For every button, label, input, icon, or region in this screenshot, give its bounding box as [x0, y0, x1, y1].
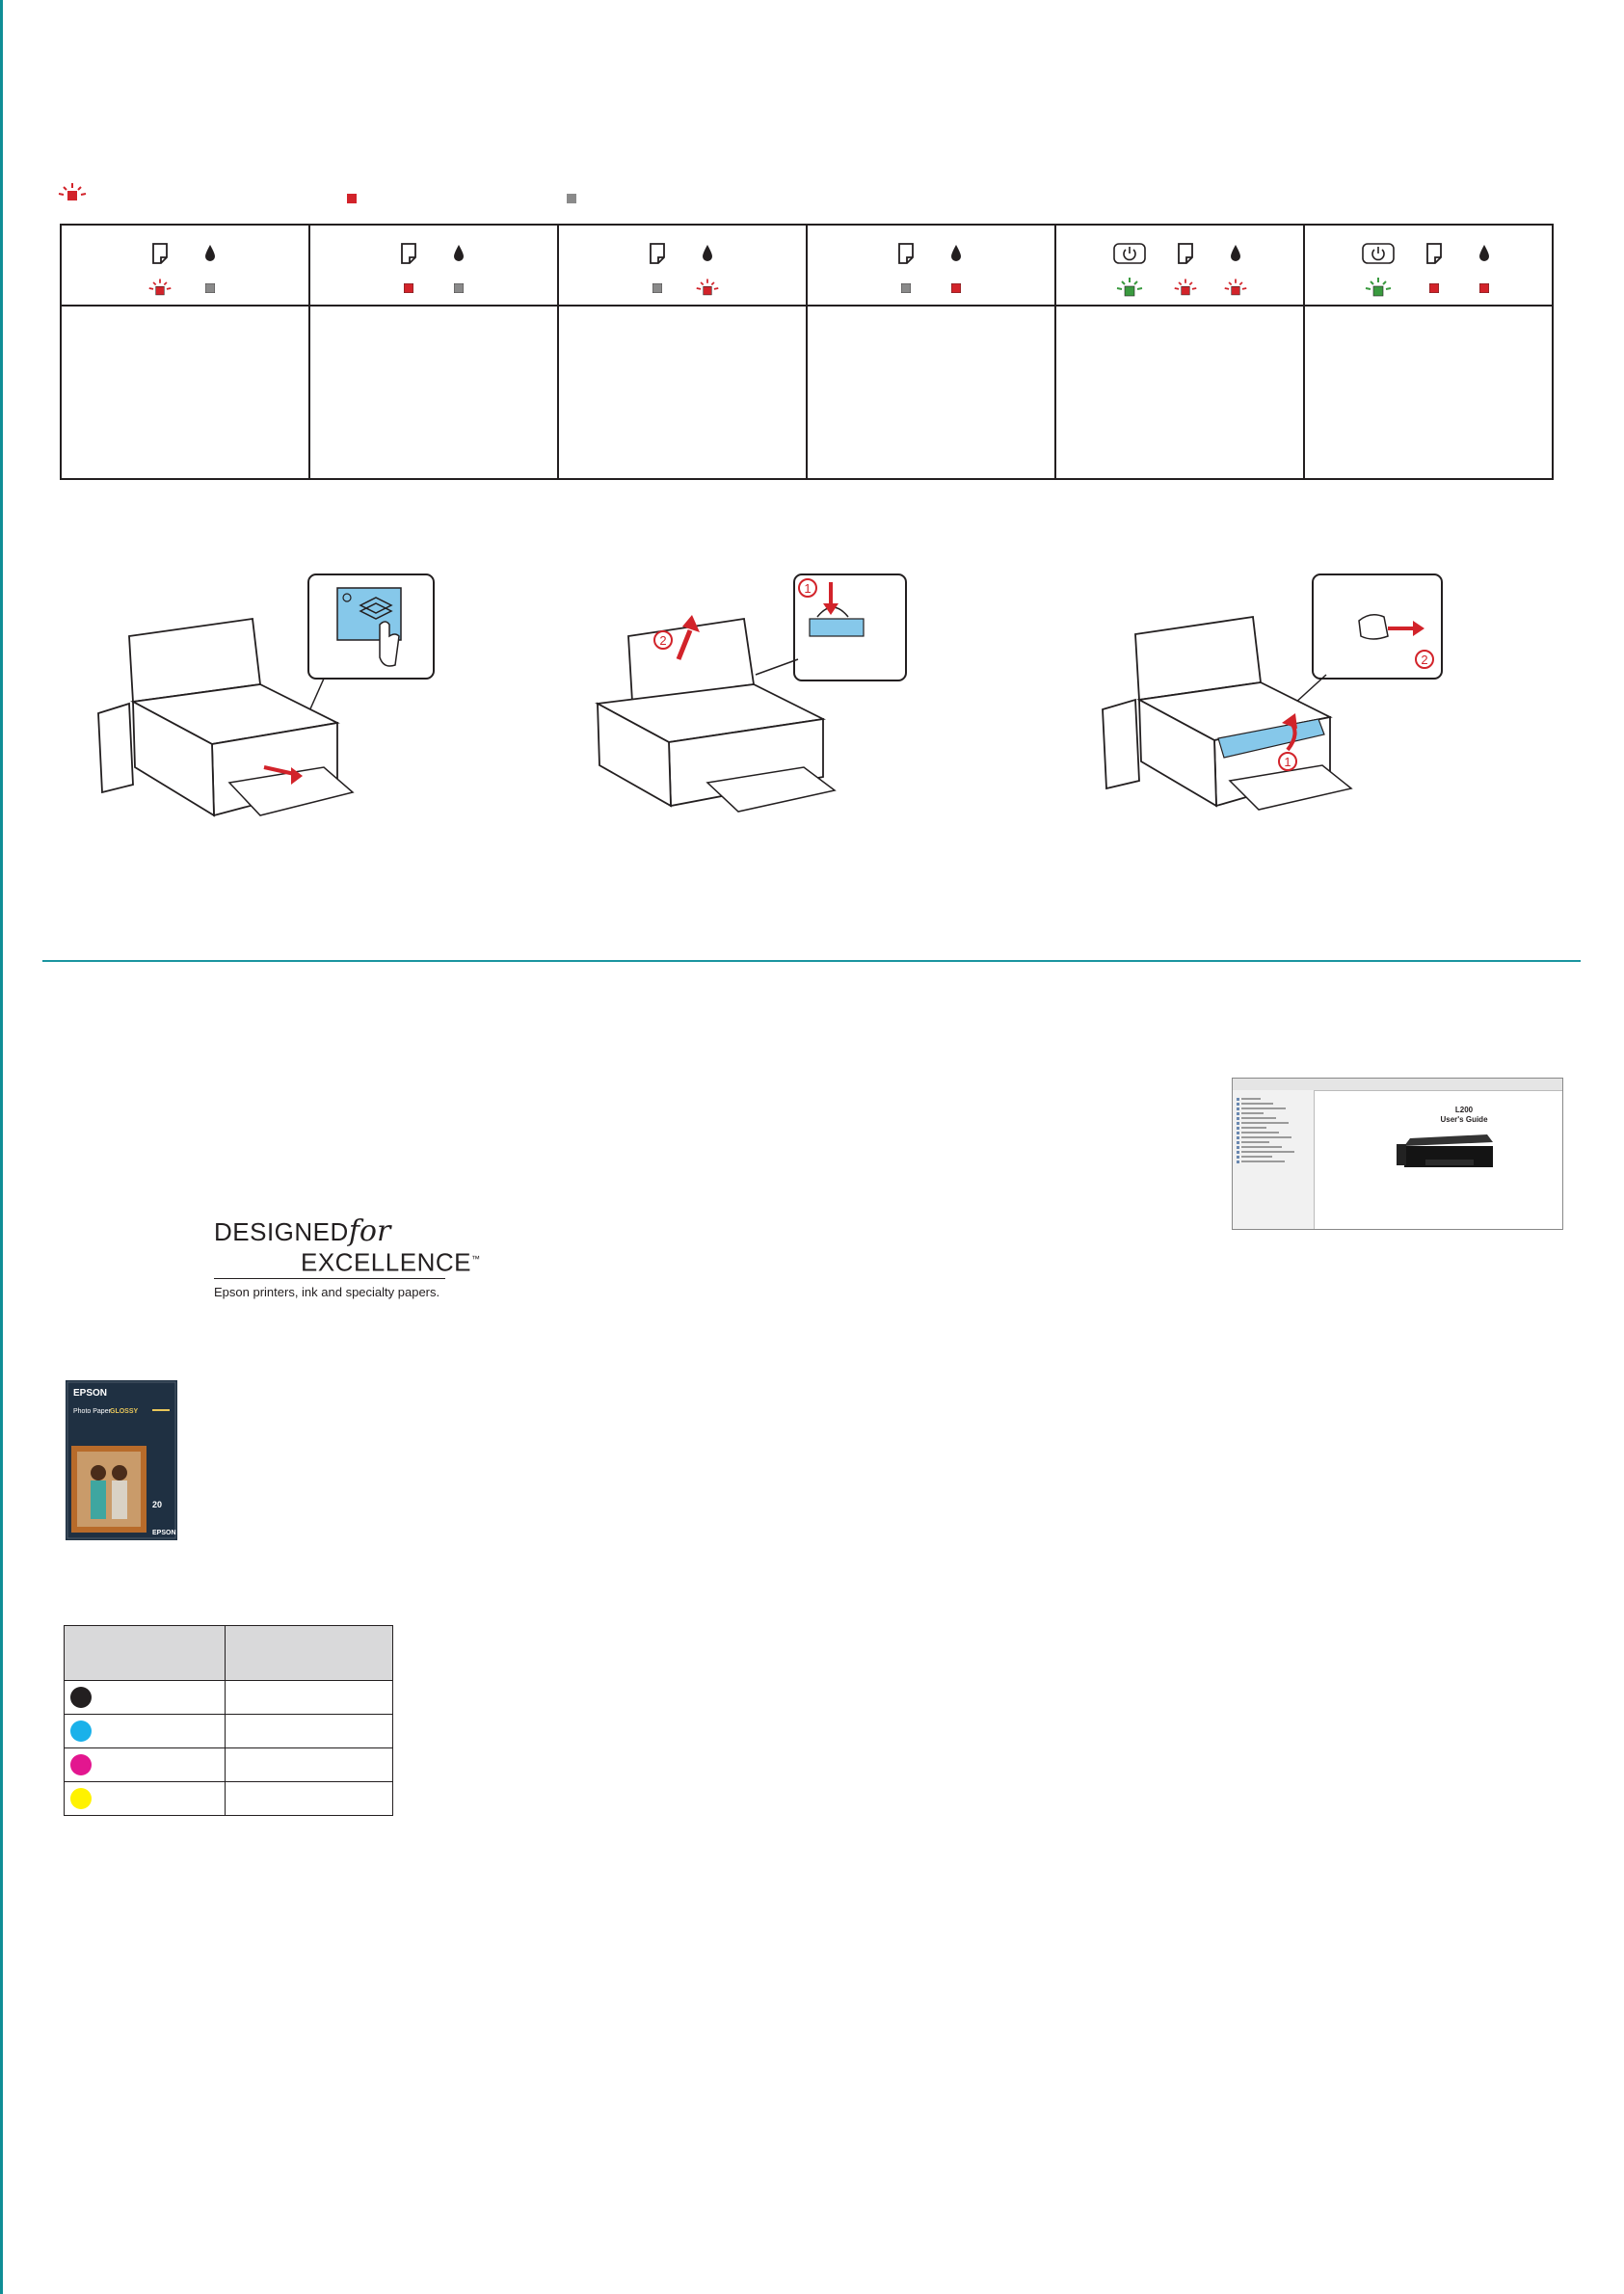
status-column — [310, 226, 559, 478]
status-light-table — [60, 224, 1554, 480]
status-column-header — [310, 226, 557, 307]
paper-brand: EPSON — [73, 1388, 108, 1399]
on-light-icon — [944, 276, 969, 301]
printer-thumbnail — [1397, 1129, 1501, 1171]
off-light-icon — [645, 276, 670, 301]
ink-color-dot — [70, 1687, 92, 1708]
status-column-header — [1305, 226, 1552, 307]
paper-icon — [1173, 241, 1198, 266]
status-column-body — [808, 307, 1054, 478]
power-icon — [1360, 241, 1397, 266]
flashing-light-icon — [56, 183, 89, 209]
status-column-body — [1305, 307, 1552, 478]
left-margin-rule — [0, 0, 3, 2294]
svg-text:1: 1 — [804, 581, 812, 596]
guide-model: L200 — [1454, 1106, 1474, 1114]
ink-drop-icon — [446, 241, 471, 266]
logo-script: for — [348, 1214, 391, 1248]
status-column — [808, 226, 1056, 478]
paper-count: 20 — [152, 1500, 163, 1509]
logo-line1: DESIGNED — [214, 1217, 349, 1246]
status-column-header — [559, 226, 806, 307]
ink-color-dot — [70, 1720, 92, 1742]
ink-drop-icon — [1223, 241, 1248, 266]
logo-underline — [214, 1278, 445, 1279]
flashing-light-icon — [695, 276, 720, 301]
status-column — [1056, 226, 1305, 478]
status-column — [1305, 226, 1552, 478]
ink-bottle-table — [64, 1625, 393, 1816]
paper-icon — [893, 241, 918, 266]
off-light-icon — [446, 276, 471, 301]
ink-color-dot — [70, 1788, 92, 1809]
flashing-light-icon — [1111, 276, 1148, 301]
guide-title: User's Guide — [1440, 1115, 1488, 1124]
status-column — [62, 226, 310, 478]
paper-brand-footer: EPSON — [152, 1530, 176, 1536]
paper-icon — [147, 241, 173, 266]
status-column-body — [559, 307, 806, 478]
svg-text:1: 1 — [1284, 755, 1291, 769]
status-column-header — [1056, 226, 1303, 307]
ink-table-header-cell — [65, 1626, 226, 1681]
logo-tagline: Epson printers, ink and specialty papers. — [214, 1284, 440, 1299]
designed-for-excellence-logo — [214, 1214, 481, 1299]
ink-table-row — [65, 1748, 393, 1782]
flashing-light-icon — [1173, 276, 1198, 301]
paper-icon — [1422, 241, 1447, 266]
ink-table-row — [65, 1715, 393, 1748]
ink-drop-icon — [944, 241, 969, 266]
paper-icon — [645, 241, 670, 266]
svg-text:2: 2 — [659, 633, 667, 648]
illustration-press-paper-button — [94, 569, 441, 834]
status-column-header — [62, 226, 308, 307]
guide-contents-pane — [1233, 1090, 1315, 1229]
users-guide-screenshot — [1232, 1078, 1563, 1230]
photo-paper-package-image — [66, 1380, 177, 1540]
svg-text:2: 2 — [1421, 653, 1428, 667]
flashing-light-icon — [1360, 276, 1397, 301]
on-light-icon — [396, 276, 421, 301]
paper-finish: GLOSSY — [110, 1408, 139, 1415]
illustration-open-scanner-remove-paper — [1099, 569, 1446, 824]
ink-drop-icon — [695, 241, 720, 266]
off-light-icon — [198, 276, 223, 301]
on-light-icon — [1422, 276, 1447, 301]
status-column-body — [310, 307, 557, 478]
flashing-light-icon — [147, 276, 173, 301]
on-light-icon — [1472, 276, 1497, 301]
on-light-icon — [347, 191, 357, 208]
status-column-body — [62, 307, 308, 478]
logo-trademark: ™ — [470, 1254, 481, 1264]
off-light-icon — [567, 191, 576, 208]
ink-table-row — [65, 1782, 393, 1816]
ink-drop-icon — [1472, 241, 1497, 266]
paper-icon — [396, 241, 421, 266]
off-light-icon — [893, 276, 918, 301]
illustration-remove-paper-rear — [594, 569, 912, 824]
ink-drop-icon — [198, 241, 223, 266]
status-column-body — [1056, 307, 1303, 478]
ink-color-dot — [70, 1754, 92, 1775]
ink-table-header-cell — [226, 1626, 393, 1681]
status-column-header — [808, 226, 1054, 307]
paper-product: Photo Paper — [73, 1408, 111, 1415]
status-column — [559, 226, 808, 478]
power-icon — [1111, 241, 1148, 266]
logo-line2: EXCELLENCE — [301, 1247, 471, 1277]
ink-table-row — [65, 1681, 393, 1715]
flashing-light-icon — [1223, 276, 1248, 301]
section-divider — [42, 960, 1581, 962]
ink-table-header — [65, 1626, 393, 1681]
